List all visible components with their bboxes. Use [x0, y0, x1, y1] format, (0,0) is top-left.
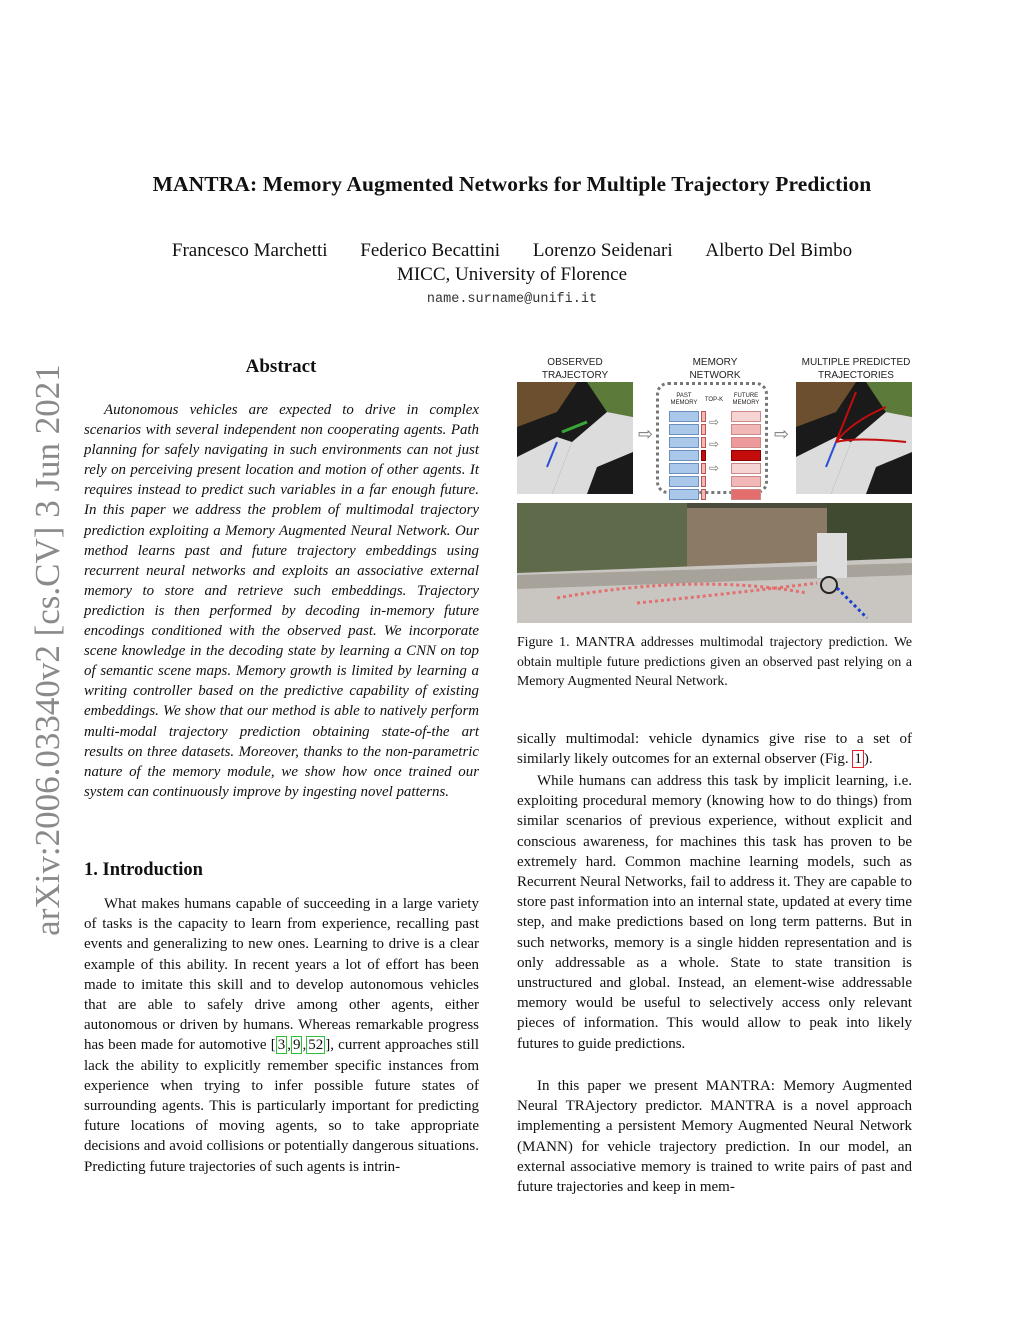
figure-label-observed: OBSERVED TRAJECTORY [541, 357, 609, 381]
past-memory-column [669, 411, 699, 502]
memory-network-box [656, 382, 768, 494]
figure-caption: Figure 1. MANTRA addresses multimodal trajectory prediction. We obtain multiple future predictions given an observed past relying on a Memory Augmented Neural Network. [517, 634, 912, 688]
arrow-right-icon: ⇨ [709, 437, 720, 451]
future-memory-column [731, 411, 761, 502]
author-name: Federico Becattini [360, 240, 501, 261]
arrow-right-icon: ⇨ [638, 424, 654, 445]
body-paragraph [517, 729, 912, 769]
figure-label-multiple: MULTIPLE PREDICTED TRAJECTORIES [801, 357, 911, 381]
paragraph-text: What makes humans capable of succeeding in a large variety of tasks is the capacity to learn from experience, recalling past events and generalizing to new ones. Learning to drive is a clear example of this ability. In recent years a lot of effort has been made to imitate this skill and to develop autonomous vehicles that are able to safely drive among other agents, either autonomous or driven by humans. Whereas remarkable progress has been made for automotive [ [84, 896, 479, 1054]
paragraph-text: ). [863, 751, 873, 768]
arrow-right-icon: ⇨ [709, 415, 720, 429]
body-paragraph: In this paper we present MANTRA: Memory Augmented Neural TRAjectory predictor. MANTRA is a novel approach implementing a persistent Memory Augmented Neural Network (MANN) for vehicle trajectory prediction. In our model, an external associative memory is trained to write pairs of past and future trajectories and keep in mem- [517, 1078, 912, 1196]
arrow-right-icon: ⇨ [709, 461, 720, 475]
author-name: Alberto Del Bimbo [705, 240, 853, 261]
citation-link[interactable]: 9 [292, 1037, 301, 1054]
observed-trajectory-map [517, 382, 633, 494]
author-email: name.surname@unifi.it [426, 292, 598, 307]
citation-link[interactable]: 3 [277, 1037, 286, 1054]
intro-paragraph: What makes humans capable of succeeding in a large variety of tasks is the capacity to learn from experience, recalling past events and generalizing to new ones. Learning to drive is a clear example of this ability. In recent years a lot of effort has been made to imitate this skill and to develop autonomous vehicles that are able to safely drive among other agents, either autonomous or driven by humans. Whereas remarkable progress has been made for automotive [ 3 , 9 , 52 ], current approaches still lack the ability to explicitly remember specific instances from experience when trying to infer possible future states of surrounding agents. This is particularly important for predicting future locations of moving agents, so to take appropriate decisions and avoid collisions or potentially dangerous situations. Predicting future trajectories of such agents is intrin- [84, 896, 479, 1175]
body-paragraph: While humans can address this task by implicit learning, i.e. exploiting procedural memory (knowing how to do things) from similar scenarios of previous experience, without explicit and conscious awareness, for machines this task has proven to be extremely hard. Common machine learning models, such as Recurrent Neural Networks, fail to address it. They are capable to store past information into an internal state, updated at every time step, and make predictions based on long term patterns. But in such networks, memory is a single hidden representation and is only addressable as a whole. State to state transition is unstructured and global. Instead, an element-wise addressable memory would be useful to selectively access only relevant pieces of information. This would allow to peak into likely futures to guide predictions. [517, 773, 912, 1052]
abstract-heading: Abstract [245, 356, 317, 377]
citation-link[interactable]: 52 [308, 1037, 324, 1054]
paper-title: MANTRA: Memory Augmented Networks for Multiple Trajectory Prediction [152, 172, 872, 196]
paragraph-text: ], current approaches still lack the ability to explicitly remember specific instances from experience when trying to infer possible future states of surrounding agents. This is particularly important for predicting future locations of moving agents, so to take appropriate decisions and avoid collisions or potentially dangerous situations. Predicting future trajectories of such agents is intrin- [84, 1037, 479, 1175]
paragraph-text: sically multimodal: vehicle dynamics give rise to a set of similarly likely outcomes for an external observer (Fig. [517, 731, 912, 768]
arrow-right-icon: ⇨ [774, 424, 790, 445]
author-list [0, 240, 1024, 262]
figure-reference-link[interactable]: 1 [854, 751, 862, 768]
author-name: Lorenzo Seidenari [532, 240, 673, 261]
affiliation: MICC, University of Florence [396, 264, 628, 285]
topk-column [701, 411, 706, 502]
predicted-trajectories-map [796, 382, 912, 494]
topk-label: TOP-K [704, 397, 724, 403]
figure-label-memory: MEMORY NETWORK [689, 357, 741, 381]
street-scene-photo [517, 503, 912, 623]
abstract-body: Autonomous vehicles are expected to drive in complex scenarios with several independent non cooperating agents. Path planning for safely navigating in such environments can not just rely on perceiving present location and motion of other agents. It requires instead to predict such variables in a far enough future. In this paper we address the problem of multimodal trajectory prediction exploiting a Memory Augmented Neural Network. Our method learns past and future trajectory embeddings using recurrent neural networks and exploits an associative external memory to store and retrieve such embeddings. Trajectory prediction is then performed by decoding in-memory future encodings conditioned with the observed past. We incorporate scene knowledge in the decoding state by learning a CNN on top of semantic scene maps. Memory growth is limited by learning a writing controller based on the predictive capability of existing embeddings. We show that our method is able to natively perform multi-modal trajectory prediction obtaining state-of-the art results on three datasets. Moreover, thanks to the non-parametric nature of the memory module, we show how once trained our system can continuously improve by ingesting novel patterns. [84, 402, 479, 800]
arxiv-side-stamp: arXiv:2006.03340v2 [cs.CV] 3 Jun 2021 [28, 364, 67, 936]
author-name: Francesco Marchetti [171, 240, 328, 261]
section-heading-introduction: 1. Introduction [84, 860, 203, 880]
future-memory-label: FUTURE MEMORY [732, 393, 760, 406]
past-memory-label: PAST MEMORY [670, 393, 698, 406]
